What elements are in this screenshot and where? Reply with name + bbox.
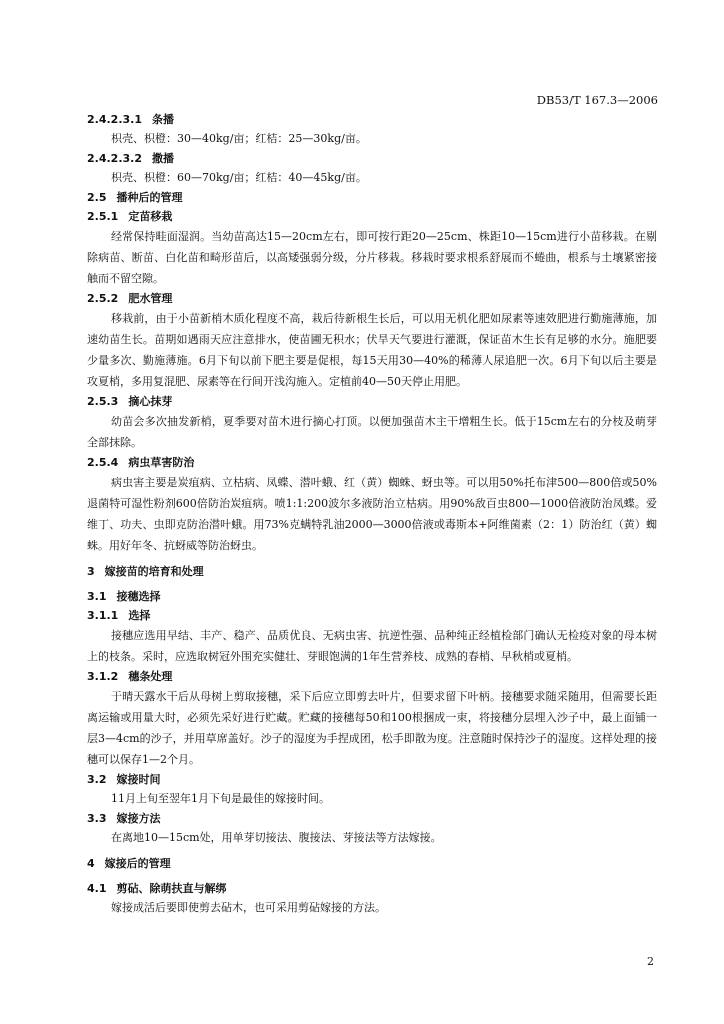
section-heading (87, 809, 657, 828)
paragraph: 在离地10—15cm处，用单芽切接法、腹接法、芽接法等方法嫁接。 (111, 831, 442, 844)
section-heading (87, 453, 657, 472)
section-title: 嫁接苗的培育和处理 (104, 565, 204, 578)
section-number: 2.5 (87, 191, 107, 204)
section-number: 2.5.2 (87, 292, 119, 305)
section-number: 3.1.1 (87, 609, 119, 622)
section-title: 摘心抹芽 (128, 395, 173, 408)
section-heading (87, 188, 657, 207)
section-heading (87, 392, 657, 411)
paragraph: 幼苗会多次抽发新梢，夏季要对苗木进行摘心打顶。以便加强苗木主干增粗生长。低于15cm左右的分枝及萌芽全部抹除。 (87, 415, 657, 449)
section-heading (87, 207, 657, 226)
paragraph: 枳壳、枳橙：30—40kg/亩；红桔：25—30kg/亩。 (111, 132, 367, 145)
section-title: 剪砧、除萌扶直与解绑 (116, 882, 227, 895)
section-title: 接穗选择 (116, 590, 161, 603)
paragraph: 经常保持畦面湿润。当幼苗高达15—20cm左右，即可按行距20—25cm、株距10—15cm进行小苗移栽。在剔除病苗、断苗、白化苗和畸形苗后，以高矮强弱分级，分片移栽。移栽时要求根系舒展而不蜷曲，根系与土壤紧密接触而不留空隙。 (87, 230, 657, 285)
section-number: 2.4.2.3.2 (87, 152, 142, 165)
section-title: 条播 (151, 113, 174, 126)
section-heading (87, 562, 657, 581)
section-heading (87, 110, 657, 129)
section-heading (87, 606, 657, 625)
section-heading (87, 289, 657, 308)
paragraph: 枳壳、枳橙：60—70kg/亩；红桔：40—45kg/亩。 (111, 171, 367, 184)
section-title: 撒播 (151, 152, 174, 165)
section-number: 3.1.2 (87, 670, 119, 683)
section-title: 选择 (128, 609, 151, 622)
section-title: 病虫草害防治 (128, 456, 195, 469)
section-heading (87, 587, 657, 606)
section-number: 3 (87, 565, 95, 578)
paragraph: 于晴天露水干后从母树上剪取接穗，采下后应立即剪去叶片，但要求留下叶柄。接穗要求随采随用，但需要长距离运输或用量大时，必须先采好进行贮藏。贮藏的接穗每50和100根捆成一束，将接穗分层埋入沙子中，最上面铺一层3—4cm的沙子，并用草席盖好。沙子的湿度为手捏成团，松手即散为度。注意随时保持沙子的湿度。这样处理的接穗可以保存1—2个月。 (87, 690, 657, 766)
section-title: 播种后的管理 (116, 191, 183, 204)
section-number: 2.5.4 (87, 456, 119, 469)
section-title: 定苗移栽 (128, 210, 173, 223)
section-number: 2.5.1 (87, 210, 119, 223)
paragraph: 接穗应选用早结、丰产、稳产、品质优良、无病虫害、抗逆性强、品种纯正经植检部门确认无检疫对象的母本树上的枝条。采时，应选取树冠外围充实健壮、芽眼饱满的1年生营养枝、成熟的春梢、早秋梢或夏梢。 (87, 629, 657, 663)
section-number: 4 (87, 857, 95, 870)
paragraph: 移栽前，由于小苗新梢木质化程度不高，栽后待新根生长后，可以用无机化肥如尿素等速效肥进行勤施薄施，加速幼苗生长。苗期如遇雨天应注意排水，使苗圃无积水；伏旱天气要进行灌溉，保证苗木生长有足够的水分。施肥要少量多次、勤施薄施。6月下旬以前下肥主要是促根，每15天用30—40%的稀薄人尿追肥一次。6月下旬以后主要是攻夏梢，多用复混肥、尿素等在行间开浅沟施入。定植前40—50天停止用肥。 (87, 312, 657, 388)
section-number: 2.5.3 (87, 395, 119, 408)
section-title: 穗条处理 (128, 670, 173, 683)
section-number: 2.4.2.3.1 (87, 113, 142, 126)
section-number: 4.1 (87, 882, 107, 895)
section-number: 3.2 (87, 773, 107, 786)
section-title: 嫁接后的管理 (104, 857, 171, 870)
section-heading (87, 770, 657, 789)
document-header: DB53/T 167.3—2006 (536, 93, 658, 107)
section-title: 嫁接时间 (116, 773, 161, 786)
paragraph: 嫁接成活后要即使剪去砧木，也可采用剪砧嫁接的方法。 (111, 901, 386, 914)
section-heading (87, 879, 657, 898)
section-number: 3.1 (87, 590, 107, 603)
document-body (87, 110, 657, 918)
section-heading (87, 149, 657, 168)
paragraph: 病虫害主要是炭疽病、立枯病、凤蝶、潜叶蛾、红（黄）蜘蛛、蚜虫等。可以用50%托布津500—800倍或50%退菌特可湿性粉剂600倍防治炭疽病。喷1:1:200波尔多液防治立枯病。用90%敌百虫800—1000倍液防治凤蝶。爱维丁、功夫、虫即克防治潜叶蛾。用73%克螨特乳油2000—3000倍液或毒斯本+阿维菌素（2：1）防治红（黄）蜘蛛。用好年冬、抗蚜威等防治蚜虫。 (87, 476, 657, 552)
page-number: 2 (647, 955, 654, 968)
section-title: 肥水管理 (128, 292, 173, 305)
section-title: 嫁接方法 (116, 812, 161, 825)
paragraph: 11月上旬至翌年1月下旬是最佳的嫁接时间。 (111, 792, 330, 805)
section-heading (87, 854, 657, 873)
section-number: 3.3 (87, 812, 107, 825)
section-heading (87, 667, 657, 686)
